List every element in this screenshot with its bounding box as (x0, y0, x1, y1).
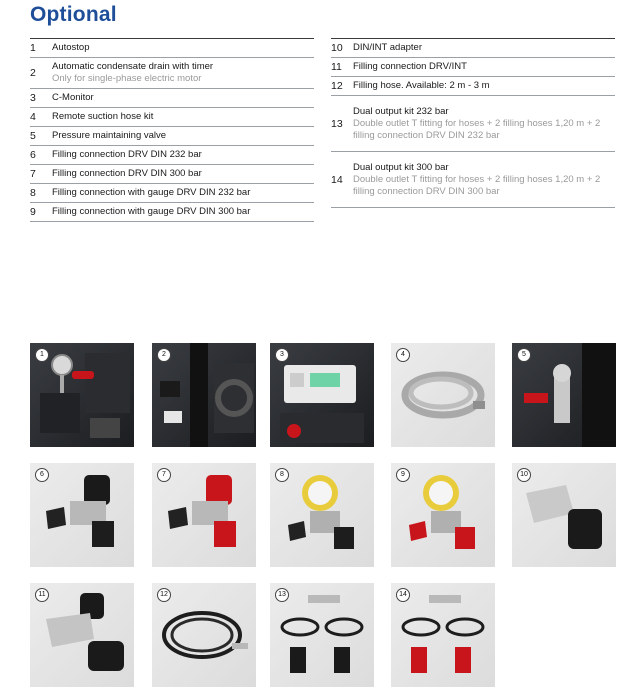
item-number: 3 (30, 92, 36, 104)
image-badge: 7 (157, 468, 171, 482)
dual-kit-300-photo (391, 583, 495, 687)
item-number: 11 (331, 61, 342, 73)
image-badge: 13 (275, 588, 289, 602)
list-item (331, 38, 615, 58)
item-number: 4 (30, 111, 36, 123)
item-label: Filling connection DRV/INT (353, 61, 467, 72)
gauge-connection-black-photo (270, 463, 374, 567)
item-label: Filling hose. Available: 2 m - 3 m (353, 80, 490, 91)
list-item (30, 203, 314, 222)
item-number: 2 (30, 67, 36, 79)
suction-hose-photo (391, 343, 495, 447)
list-item (331, 152, 615, 208)
options-list-right (331, 38, 615, 208)
filling-connection-red-photo (152, 463, 256, 567)
item-label: Filling connection DRV DIN 300 bar (52, 168, 202, 179)
item-number: 13 (331, 117, 343, 130)
item-label: Automatic condensate drain with timer (52, 61, 214, 72)
options-list-left (30, 38, 314, 222)
condensate-drain-photo (152, 343, 256, 447)
filling-hose-photo (152, 583, 256, 687)
image-badge: 5 (517, 348, 531, 362)
dual-kit-232-photo (270, 583, 374, 687)
item-label: Autostop (52, 42, 90, 53)
item-label: Filling connection with gauge DRV DIN 300 bar (52, 206, 251, 217)
item-label: DIN/INT adapter (353, 42, 422, 53)
item-number: 8 (30, 187, 36, 199)
item-note: Double outlet T fitting for hoses + 2 filling hoses 1,20 m + 2 filling connection DRV DIN 232 bar (353, 117, 601, 141)
list-item (30, 146, 314, 165)
list-item (331, 58, 615, 77)
image-badge: 4 (396, 348, 410, 362)
list-item (30, 108, 314, 127)
item-label: Dual output kit 300 bar (353, 161, 449, 173)
item-label: C-Monitor (52, 92, 94, 103)
autostop-photo (30, 343, 134, 447)
list-item (30, 165, 314, 184)
list-item (331, 77, 615, 96)
image-badge: 10 (517, 468, 531, 482)
list-item (30, 38, 314, 58)
item-label: Pressure maintaining valve (52, 130, 167, 141)
image-badge: 9 (396, 468, 410, 482)
image-badge: 3 (275, 348, 289, 362)
item-number: 14 (331, 173, 343, 186)
item-label: Filling connection with gauge DRV DIN 232 bar (52, 187, 251, 198)
item-number: 7 (30, 168, 36, 180)
item-note: Double outlet T fitting for hoses + 2 filling hoses 1,20 m + 2 filling connection DRV DIN 300 bar (353, 173, 601, 197)
item-label: Remote suction hose kit (52, 111, 154, 122)
item-label: Filling connection DRV DIN 232 bar (52, 149, 202, 160)
gauge-connection-red-photo (391, 463, 495, 567)
list-item (30, 184, 314, 203)
image-badge: 6 (35, 468, 49, 482)
pressure-valve-photo (512, 343, 616, 447)
list-item (30, 127, 314, 146)
image-badge: 8 (275, 468, 289, 482)
item-number: 10 (331, 42, 343, 54)
image-badge: 2 (157, 348, 171, 362)
page-title: Optional (30, 3, 117, 26)
item-note: Only for single-phase electric motor (52, 73, 202, 84)
image-badge: 1 (35, 348, 49, 362)
image-badge: 11 (35, 588, 49, 602)
drv-int-connection-photo (30, 583, 134, 687)
item-number: 6 (30, 149, 36, 161)
image-badge: 12 (157, 588, 171, 602)
item-number: 12 (331, 80, 343, 92)
item-number: 9 (30, 206, 36, 218)
c-monitor-photo (270, 343, 374, 447)
item-number: 1 (30, 42, 36, 54)
item-label: Dual output kit 232 bar (353, 105, 449, 117)
list-item (30, 89, 314, 108)
item-number: 5 (30, 130, 36, 142)
list-item (331, 96, 615, 152)
image-badge: 14 (396, 588, 410, 602)
din-int-adapter-photo (512, 463, 616, 567)
filling-connection-black-photo (30, 463, 134, 567)
list-item (30, 58, 314, 89)
